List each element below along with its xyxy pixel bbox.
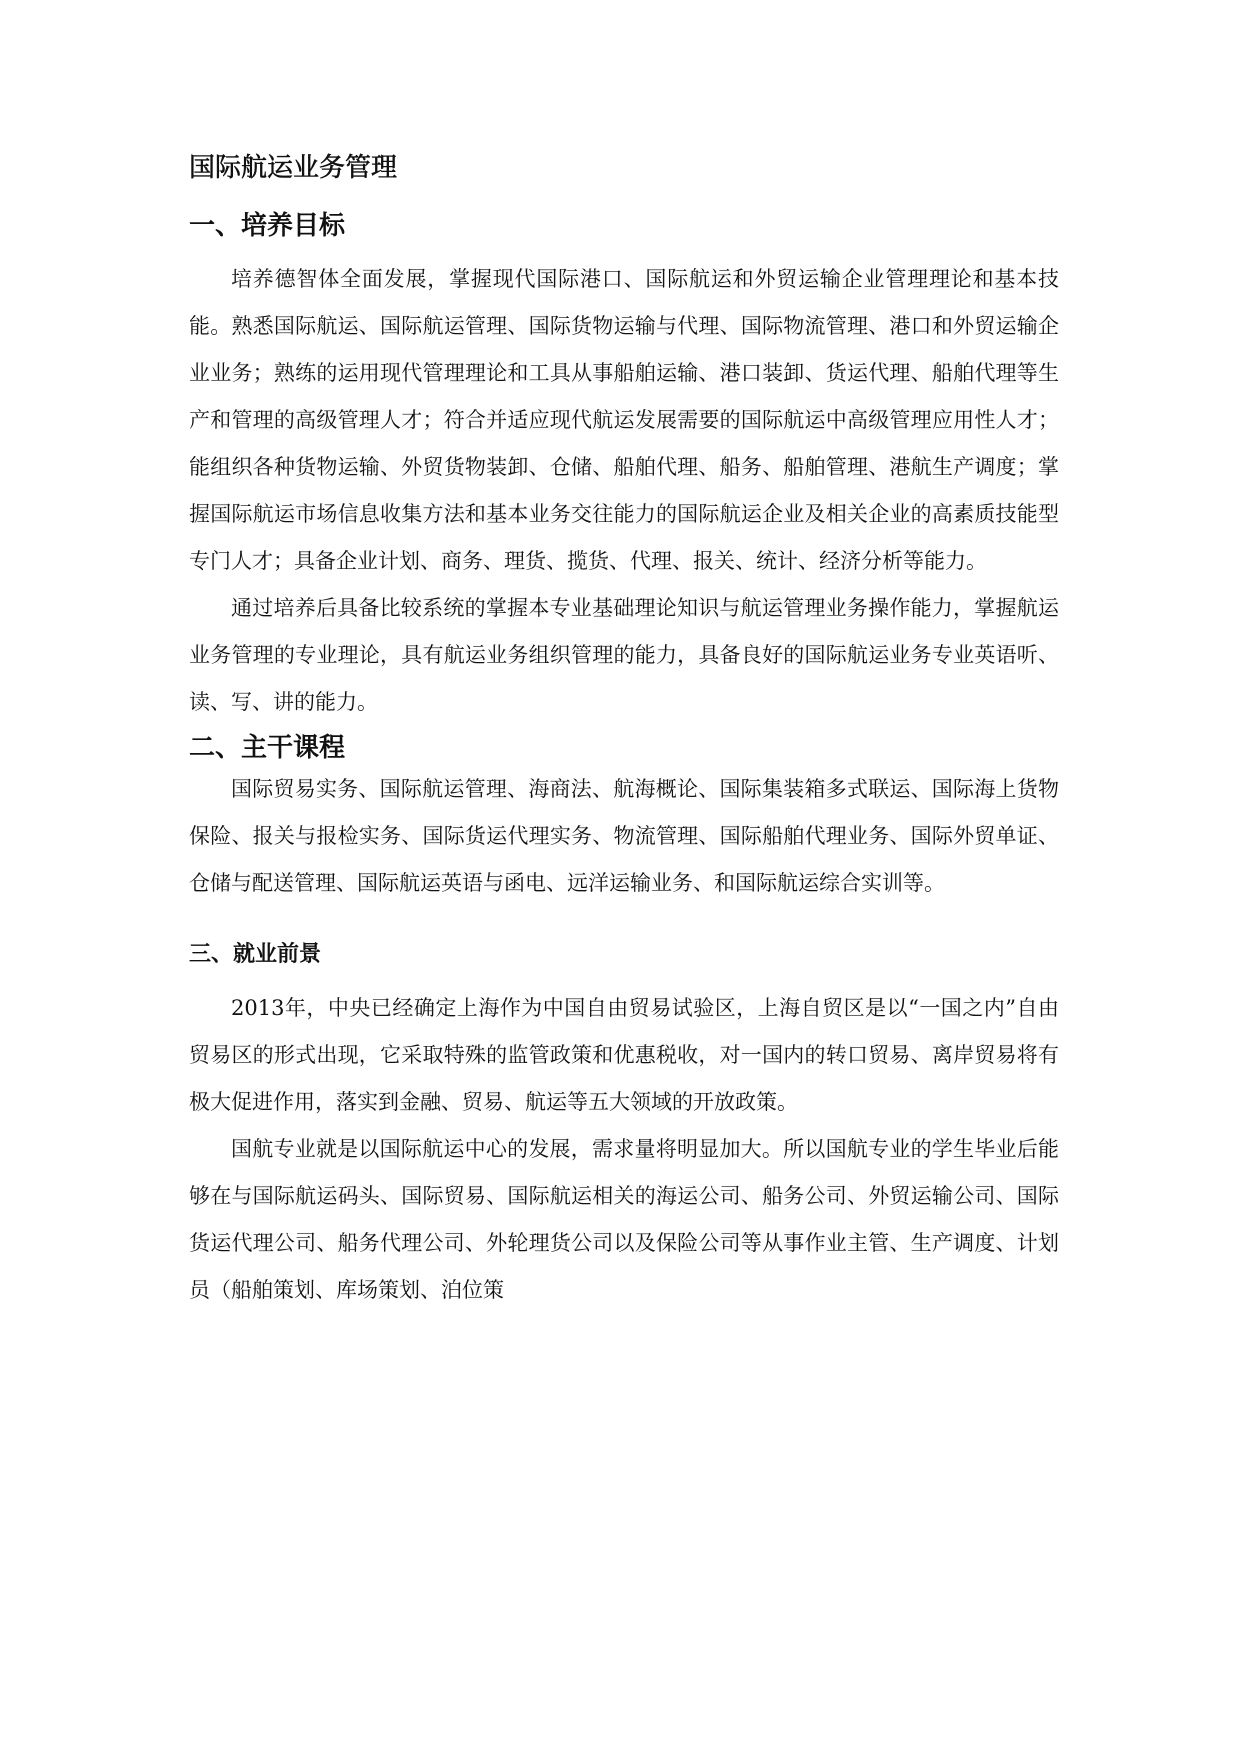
paragraph-training-goals-2: 通过培养后具备比较系统的掌握本专业基础理论知识与航运管理业务操作能力，掌握航运业务管理的专业理论，具有航运业务组织管理的能力，具备良好的国际航运业务专业英语听、读、写、讲的能力。 <box>189 596 1059 714</box>
paragraph-core-courses: 国际贸易实务、国际航运管理、海商法、航海概论、国际集装箱多式联运、国际海上货物保险、报关与报检实务、国际货运代理实务、物流管理、国际船舶代理业务、国际外贸单证、仓储与配送管理、国际航运英语与函电、远洋运输业务、和国际航运综合实训等。 <box>189 777 1059 895</box>
document-title: 国际航运业务管理 <box>189 153 398 183</box>
paragraph-career-prospects-2: 国航专业就是以国际航运中心的发展，需求量将明显加大。所以国航专业的学生毕业后能够在与国际航运码头、国际贸易、国际航运相关的海运公司、船务公司、外贸运输公司、国际货运代理公司、船务代理公司、外轮理货公司以及保险公司等从事作业主管、生产调度、计划员（船舶策划、库场策划、泊位策 <box>189 1137 1059 1302</box>
paragraph-career-prospects-1: 2013年，中央已经确定上海作为中国自由贸易试验区，上海自贸区是以“一国之内”自由贸易区的形式出现，它采取特殊的监管政策和优惠税收，对一国内的转口贸易、离岸贸易将有极大促进作用，落实到金融、贸易、航运等五大领域的开放政策。 <box>189 996 1059 1114</box>
section-heading-training-goals: 一、培养目标 <box>189 211 346 241</box>
section-heading-core-courses: 二、主干课程 <box>189 733 346 763</box>
section-heading-career-prospects: 三、就业前景 <box>189 942 322 967</box>
paragraph-training-goals-1: 培养德智体全面发展，掌握现代国际港口、国际航运和外贸运输企业管理理论和基本技能。熟悉国际航运、国际航运管理、国际货物运输与代理、国际物流管理、港口和外贸运输企业业务；熟练的运用现代管理理论和工具从事船舶运输、港口装卸、货运代理、船舶代理等生产和管理的高级管理人才；符合并适应现代航运发展需要的国际航运中高级管理应用性人才；能组织各种货物运输、外贸货物装卸、仓储、船舶代理、船务、船舶管理、港航生产调度；掌握国际航运市场信息收集方法和基本业务交往能力的国际航运企业及相关企业的高素质技能型专门人才；具备企业计划、商务、理货、揽货、代理、报关、统计、经济分析等能力。 <box>189 267 1059 573</box>
document-page <box>189 150 1059 1314</box>
